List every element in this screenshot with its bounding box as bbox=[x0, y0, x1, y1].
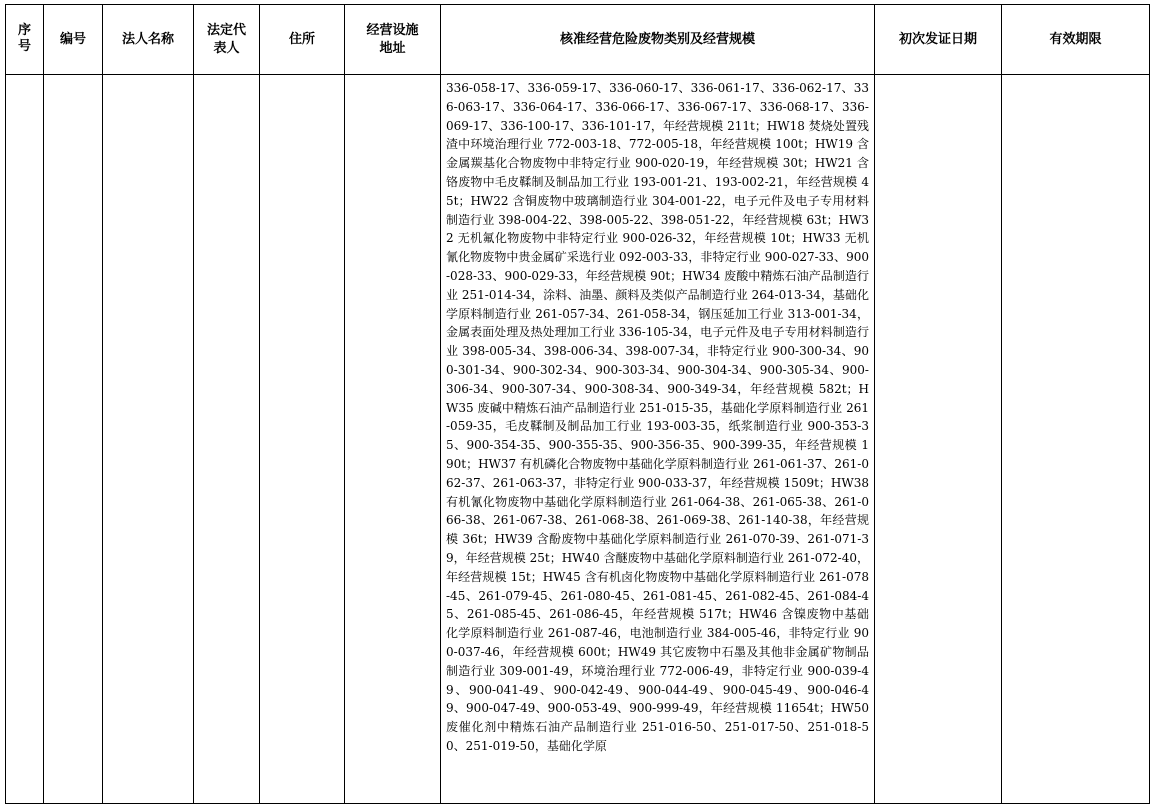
header-legal-name: 法人名称 bbox=[103, 5, 194, 75]
license-table bbox=[5, 4, 1150, 804]
header-seq-label: 序号 bbox=[17, 23, 31, 54]
header-facility-address-label: 经营设施地址 bbox=[366, 22, 419, 56]
table-row bbox=[6, 75, 1150, 804]
header-legal-rep-label: 法定代表人 bbox=[206, 22, 246, 56]
cell-scope-text: 336-058-17、336-059-17、336-060-17、336-061-17、336-062-17、336-063-17、336-064-17、336-066-17、336-067-17、336-068-17、336-069-17、336-100-17、336-101-17，年经营规模 211t；HW18 焚烧处置残渣中环境治理行业 772-003-18、772-005-18，年经营规模 100t；HW19 含金属羰基化合物废物中非特定行业 900-020-19，年经营规模 30t；HW21 含铬废物中毛皮鞣制及制品加工行业 193-001-21、193-002-21，年经营规模 45t；HW22 含铜废物中玻璃制造行业 304-001-22，电子元件及电子专用材料制造行业 398-004-22、398-005-22、398-051-22，年经营规模 63t；HW32 无机氟化物废物中非特定行业 900-026-32，年经营规模 10t；HW33 无机氰化物废物中贵金属矿采选行业 092-003-33，非特定行业 900-027-33、900-028-33、900-029-33，年经营规模 90t；HW34 废酸中精炼石油产品制造行业 251-014-34，涂料、油墨、颜料及类似产品制造行业 264-013-34，基础化学原料制造行业 261-057-34、261-058-34，钢压延加工行业 313-001-34，金属表面处理及热处理加工行业 336-105-34，电子元件及电子专用材料制造行业 398-005-34、398-006-34、398-007-34，非特定行业 900-300-34、900-301-34、900-302-34、900-303-34、900-304-34、900-305-34、900-306-34、900-307-34、900-308-34、900-349-34，年经营规模 582t；HW35 废碱中精炼石油产品制造行业 251-015-35，基础化学原料制造行业 261-059-35，毛皮鞣制及制品加工行业 193-003-35，纸浆制造行业 900-353-35、900-354-35、900-355-35、900-356-35、900-399-35，年经营规模 190t；HW37 有机磷化合物废物中基础化学原料制造行业 261-061-37、261-062-37、261-063-37，非特定行业 900-033-37，年经营规模 1509t；HW38 有机氰化物废物中基础化学原料制造行业 261-064-38、261-065-38、261-066-38、261-067-38、261-068-38、261-069-38、261-140-38，年经营规模 36t；HW39 含酚废物中基础化学原料制造行业 261-070-39、261-071-39，年经营规模 25t；HW40 含醚废物中基础化学原料制造行业 261-072-40，年经营规模 15t；HW45 含有机卤化物废物中基础化学原料制造行业 261-078-45、261-079-45、261-080-45、261-081-45、261-082-45、261-084-45、261-085-45、261-086-45，年经营规模 517t；HW46 含镍废物中基础化学原料制造行业 261-087-46，电池制造行业 384-005-46，非特定行业 900-037-46，年经营规模 600t；HW49 其它废物中石墨及其他非金属矿物制品制造行业 309-001-49，环境治理行业 772-006-49，非特定行业 900-039-49、900-041-49、900-042-49、900-044-49、900-045-49、900-046-49、900-047-49、900-053-49、900-999-49，年经营规模 11654t；HW50 废催化剂中精炼石油产品制造行业 251-016-50、251-017-50、251-018-50、251-019-50，基础化学原 bbox=[441, 75, 875, 804]
cell-seq bbox=[6, 75, 44, 804]
cell-first-issue-date bbox=[875, 75, 1002, 804]
header-validity: 有效期限 bbox=[1002, 5, 1150, 75]
cell-facility-address bbox=[345, 75, 441, 804]
cell-code bbox=[44, 75, 103, 804]
header-scope: 核准经营危险废物类别及经营规模 bbox=[441, 5, 875, 75]
header-first-issue-date: 初次发证日期 bbox=[875, 5, 1002, 75]
cell-legal-name bbox=[103, 75, 194, 804]
cell-validity bbox=[1002, 75, 1150, 804]
header-seq bbox=[6, 5, 44, 75]
header-code: 编号 bbox=[44, 5, 103, 75]
header-facility-address bbox=[345, 5, 441, 75]
header-legal-rep bbox=[194, 5, 260, 75]
cell-legal-rep bbox=[194, 75, 260, 804]
header-address: 住所 bbox=[260, 5, 345, 75]
header-row bbox=[6, 5, 1150, 75]
cell-address bbox=[260, 75, 345, 804]
